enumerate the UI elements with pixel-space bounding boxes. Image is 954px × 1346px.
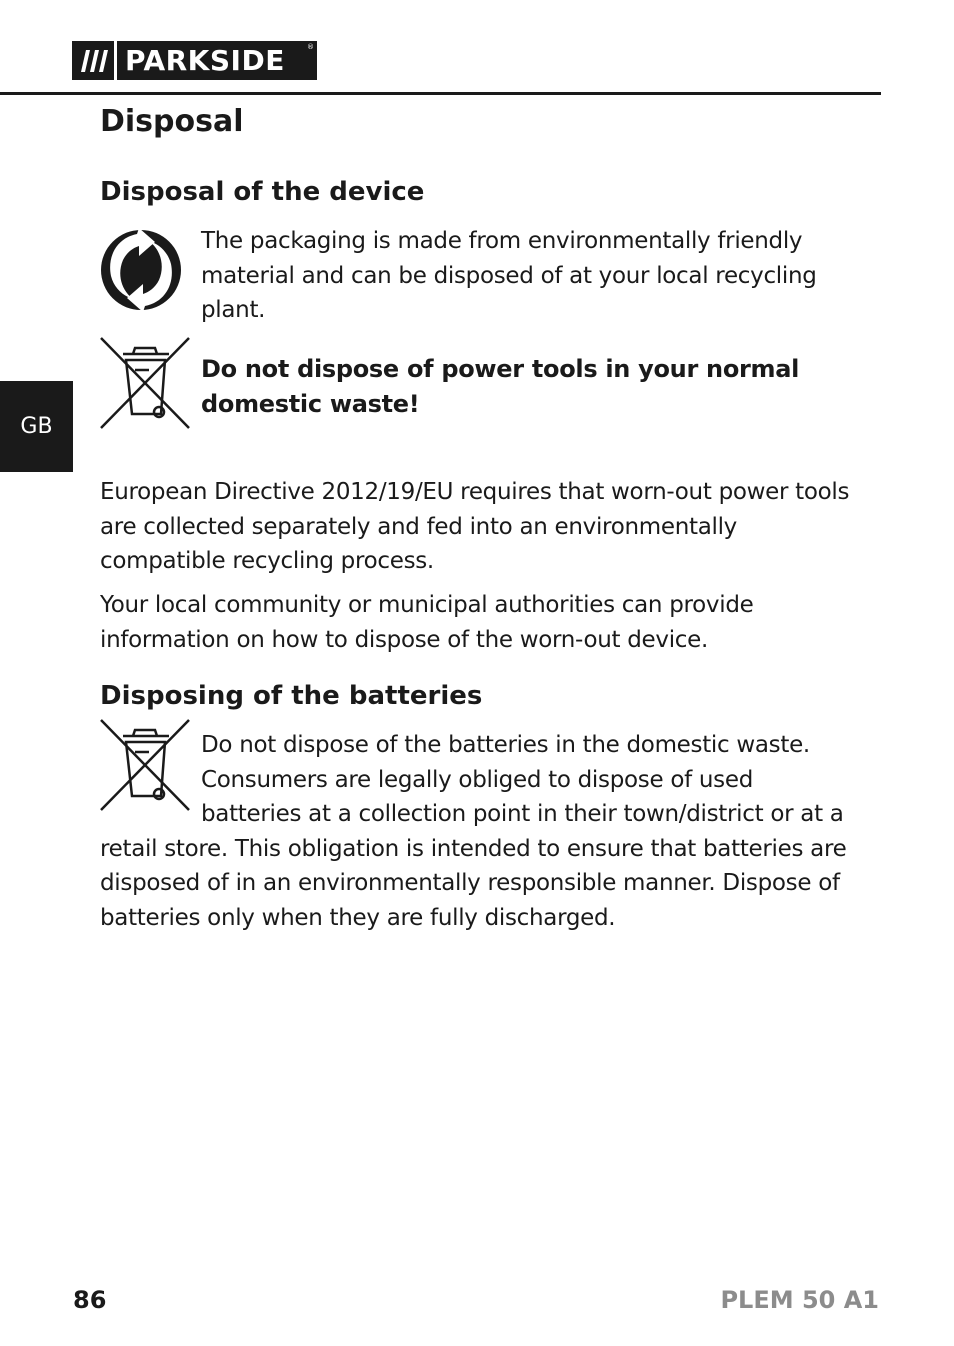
language-tab-label: GB xyxy=(20,414,53,439)
battery-section-heading: Disposing of the batteries xyxy=(100,681,483,711)
device-section-heading: Disposal of the device xyxy=(100,177,425,207)
community-text: Your local community or municipal authorities can provide information on how to dispose of the worn-out device. xyxy=(100,592,754,653)
crossed-out-bin-icon xyxy=(99,336,191,434)
directive-text: European Directive 2012/19/EU requires that worn-out power tools are collected separately and fed into an environmentally compatible recycling process. xyxy=(100,479,850,574)
registered-mark: ® xyxy=(307,43,314,51)
parkside-logo xyxy=(72,41,317,80)
page-title: Disposal xyxy=(100,104,244,139)
icon-spacer xyxy=(100,728,201,828)
header-rule xyxy=(0,92,881,95)
battery-text-block xyxy=(100,728,860,935)
power-tools-warning: Do not dispose of power tools in your normal domestic waste! xyxy=(201,355,800,418)
packaging-text: The packaging is made from environmentally friendly material and can be disposed of at your local recycling plant. xyxy=(201,228,817,323)
brand-name: PARKSIDE xyxy=(125,44,285,77)
battery-text: Do not dispose of the batteries in the domestic waste. Consumers are legally obliged to dispose of used batteries at a collection point in their town/district or at a retail store. This obligation is intended to ensure that batteries are disposed of in an environmentally responsible manner. Dispose of batteries only when they are fully discharged. xyxy=(100,732,847,931)
language-tab xyxy=(0,381,73,472)
triple-slash-icon xyxy=(72,41,117,80)
page-number: 86 xyxy=(73,1286,107,1314)
model-name: PLEM 50 A1 xyxy=(720,1286,879,1314)
green-dot-recycling-icon xyxy=(99,228,183,316)
